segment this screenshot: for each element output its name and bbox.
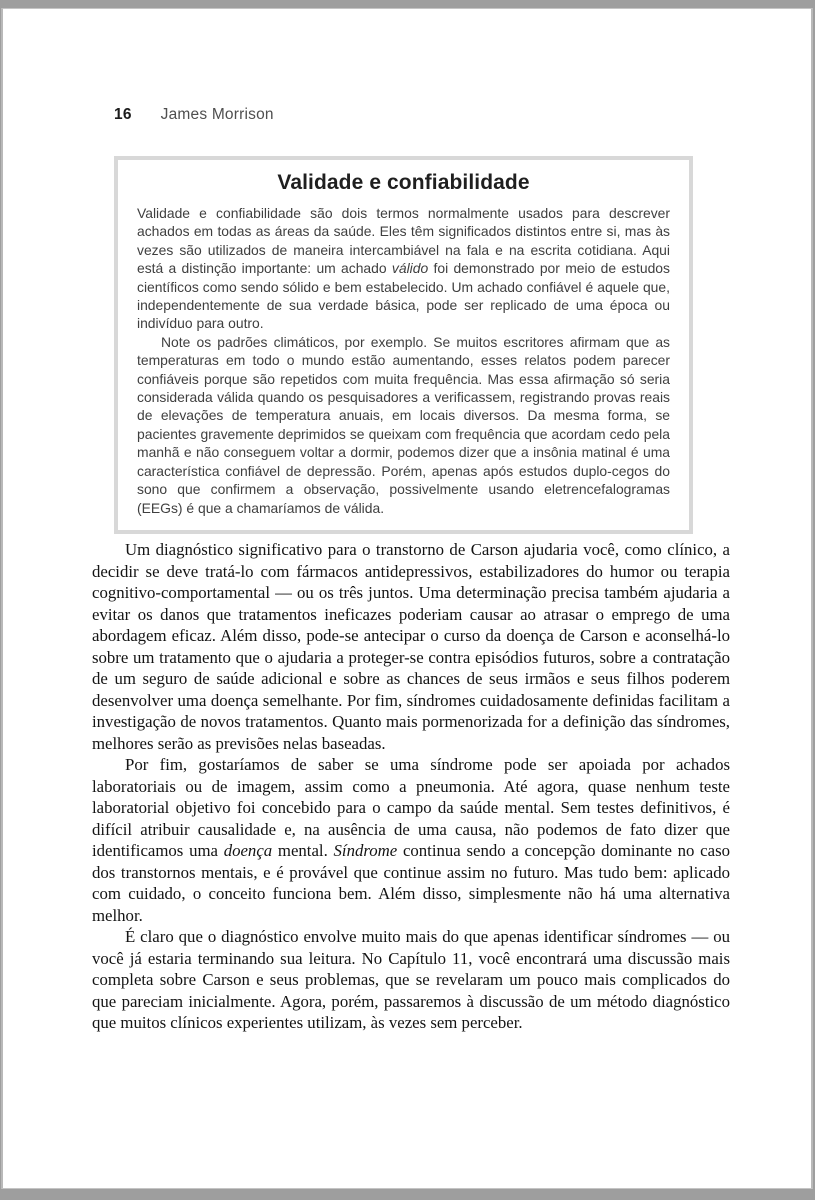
paragraph: Validade e confiabilidade são dois termos normalmente usados para descrever achados em todas as áreas da saúde. Eles têm significados distintos entre si, mas às vezes são utilizados de maneira intercambiável na fala e na escrita cotidiana. Aqui está a distinção importante: um achado válido foi demonstrado por meio de estudos científicos como sendo sólido e bem estabelecido. Um achado confiável é aquele que, independentemente de sua verdade básica, pode ser replicado de uma época ou indivíduo para outro. <box>137 205 670 332</box>
paragraph: É claro que o diagnóstico envolve muito mais do que apenas identificar síndromes — ou você já estaria terminando sua leitura. No Capítulo 11, você encontrará uma discussão mais completa sobre Carson e seus problemas, que se revelaram um pouco mais complicados do que pareciam inicialmente. Agora, porém, passaremos à discussão de um método diagnóstico que muitos clínicos experientes utilizam, às vezes sem perceber. <box>92 927 730 1032</box>
paragraph: Note os padrões climáticos, por exemplo. Se muitos escritores afirmam que as temperaturas em todo o mundo estão aumentando, esses relatos podem parecer confiáveis porque são repetidos com muita frequência. Mas essa afirmação só seria considerada válida quando os pesquisadores a verificassem, registrando provas reais de elevações de temperatura anuais, em locais diversos. Da mesma forma, se pacientes gravemente deprimidos se queixam com frequência que acordam cedo pela manhã e não conseguem voltar a dormir, podemos dizer que a insônia matinal é uma característica confiável de depressão. Porém, apenas após estudos duplo-cegos do sono que confirmem a observação, possivelmente usando eletrencefalogramas (EEGs) é que a chamaríamos de válida. <box>137 333 670 516</box>
book-page <box>1 8 813 1189</box>
paragraph: Por fim, gostaríamos de saber se uma síndrome pode ser apoiada por achados laboratoriais ou de imagem, assim como a pneumonia. Até agora, quase nenhum teste laboratorial objetivo foi concebido para o campo da saúde mental. Sem testes definitivos, é difícil atribuir causalidade e, na ausência de uma causa, não podemos de fato dizer que identificamos uma doença mental. Síndrome continua sendo a concepção dominante no caso dos transtornos mentais, e é provável que continue assim no futuro. Mas tudo bem: aplicado com cuidado, o conceito funciona bem. Além disso, simplesmente não há uma alternativa melhor. <box>92 755 730 925</box>
box-body <box>137 204 670 517</box>
paragraph: Um diagnóstico significativo para o transtorno de Carson ajudaria você, como clínico, a decidir se deve tratá-lo com fármacos antidepressivos, estabilizadores do humor ou terapia cognitivo-comportamental — ou os três juntos. Uma determinação precisa também ajudaria a evitar os danos que tratamentos ineficazes poderiam causar ao atrasar o emprego de uma abordagem eficaz. Além disso, pode-se antecipar o curso da doença de Carson e aconselhá-lo sobre um tratamento que o ajudaria a proteger-se contra episódios futuros, sobre a contratação de um seguro de saúde adicional e sobre as chances de seus irmãos e seus filhos poderem desenvolver uma doença semelhante. Por fim, síndromes cuidadosamente definidas facilitam a investigação de novos tratamentos. Quanto mais pormenorizada for a definição das síndromes, melhores serão as previsões nelas baseadas. <box>92 540 730 753</box>
main-text <box>92 539 730 1034</box>
box-title: Validade e confiabilidade <box>277 171 530 194</box>
feature-box-validity-reliability <box>114 156 693 534</box>
running-head <box>114 106 274 124</box>
page-number: 16 <box>114 106 132 123</box>
running-head-author: James Morrison <box>160 106 274 123</box>
